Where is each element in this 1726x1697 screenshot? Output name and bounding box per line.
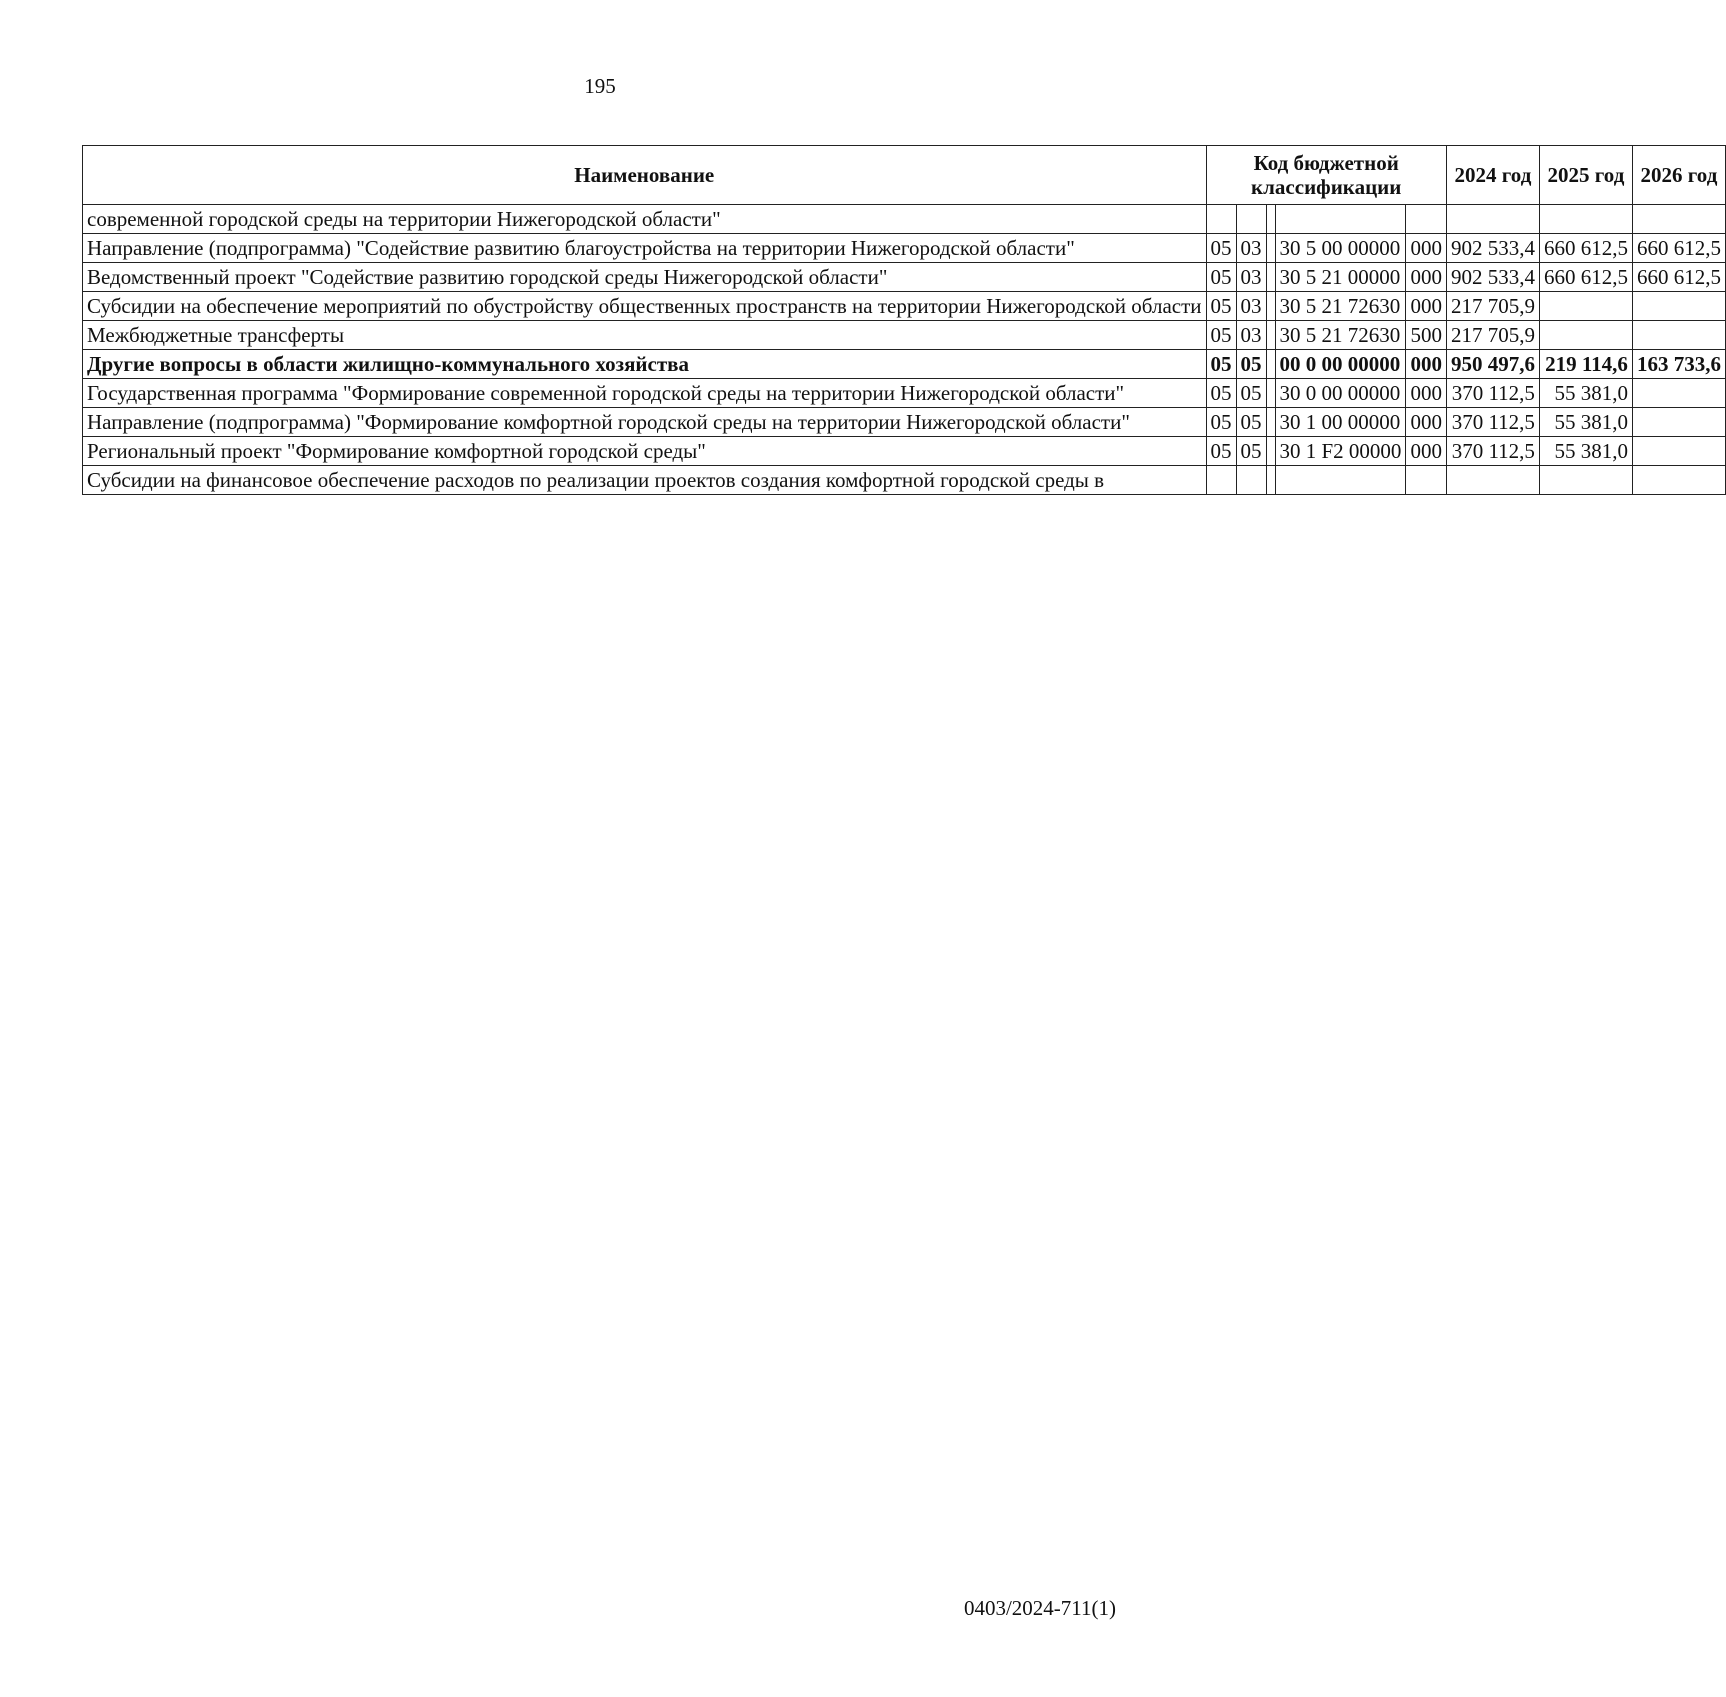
row-value-2024: 902 533,4 xyxy=(1446,234,1539,263)
table-header-row xyxy=(83,146,1726,205)
row-value-2025: 219 114,6 xyxy=(1539,350,1632,379)
row-code-subsection: 03 xyxy=(1236,234,1266,263)
row-code-expense-type xyxy=(1406,466,1447,495)
row-name: Субсидии на обеспечение мероприятий по обустройству общественных пространств на территории Нижегородской области xyxy=(83,292,1207,321)
row-value-2025: 660 612,5 xyxy=(1539,234,1632,263)
row-value-2026 xyxy=(1632,466,1725,495)
table-row xyxy=(83,321,1726,350)
row-value-2026 xyxy=(1632,379,1725,408)
row-code-expense-type: 000 xyxy=(1406,263,1447,292)
budget-table xyxy=(82,145,1726,495)
row-code-expense-type: 000 xyxy=(1406,379,1447,408)
row-name: Ведомственный проект "Содействие развитию городской среды Нижегородской области" xyxy=(83,263,1207,292)
row-code-spacer xyxy=(1266,263,1275,292)
row-name: Региональный проект "Формирование комфортной городской среды" xyxy=(83,437,1207,466)
table-row xyxy=(83,379,1726,408)
row-code-expense-type: 000 xyxy=(1406,350,1447,379)
row-value-2024: 950 497,6 xyxy=(1446,350,1539,379)
row-value-2026: 660 612,5 xyxy=(1632,263,1725,292)
row-code-subsection: 05 xyxy=(1236,437,1266,466)
row-name: Государственная программа "Формирование современной городской среды на территории Нижегородской области" xyxy=(83,379,1207,408)
row-code-subsection: 05 xyxy=(1236,408,1266,437)
row-name: Направление (подпрограмма) "Формирование комфортной городской среды на территории Нижегородской области" xyxy=(83,408,1207,437)
row-code-subsection: 03 xyxy=(1236,321,1266,350)
row-code-spacer xyxy=(1266,350,1275,379)
header-name: Наименование xyxy=(83,146,1207,205)
row-value-2025: 55 381,0 xyxy=(1539,437,1632,466)
table-row xyxy=(83,205,1726,234)
row-value-2025 xyxy=(1539,292,1632,321)
row-value-2026 xyxy=(1632,292,1725,321)
table-row xyxy=(83,350,1726,379)
row-code-spacer xyxy=(1266,408,1275,437)
header-2026: 2026 год xyxy=(1632,146,1725,205)
table-row xyxy=(83,263,1726,292)
document-code: 0403/2024-711(1) xyxy=(963,1596,1116,1620)
table-row xyxy=(83,292,1726,321)
row-code-section: 05 xyxy=(1206,350,1236,379)
row-value-2024 xyxy=(1446,466,1539,495)
row-value-2026 xyxy=(1632,321,1725,350)
row-value-2025 xyxy=(1539,321,1632,350)
row-code-spacer xyxy=(1266,205,1275,234)
table-row xyxy=(83,466,1726,495)
row-code-target xyxy=(1275,466,1406,495)
row-value-2024: 217 705,9 xyxy=(1446,292,1539,321)
row-code-section: 05 xyxy=(1206,263,1236,292)
row-value-2026: 660 612,5 xyxy=(1632,234,1725,263)
row-code-spacer xyxy=(1266,437,1275,466)
row-code-target: 30 5 21 72630 xyxy=(1275,292,1406,321)
row-code-target: 00 0 00 00000 xyxy=(1275,350,1406,379)
row-name: современной городской среды на территории Нижегородской области" xyxy=(83,205,1207,234)
row-code-target: 30 5 00 00000 xyxy=(1275,234,1406,263)
row-code-expense-type: 000 xyxy=(1406,408,1447,437)
row-value-2025: 55 381,0 xyxy=(1539,379,1632,408)
row-code-subsection: 05 xyxy=(1236,350,1266,379)
row-code-section: 05 xyxy=(1206,234,1236,263)
table-body xyxy=(83,205,1726,495)
row-code-section xyxy=(1206,205,1236,234)
row-value-2026 xyxy=(1632,437,1725,466)
row-code-spacer xyxy=(1266,234,1275,263)
row-code-target: 30 5 21 00000 xyxy=(1275,263,1406,292)
page-number: 195 xyxy=(584,74,616,98)
row-code-target: 30 5 21 72630 xyxy=(1275,321,1406,350)
header-2024: 2024 год xyxy=(1446,146,1539,205)
row-code-expense-type: 000 xyxy=(1406,437,1447,466)
row-value-2025: 660 612,5 xyxy=(1539,263,1632,292)
row-code-subsection: 03 xyxy=(1236,292,1266,321)
header-2025: 2025 год xyxy=(1539,146,1632,205)
row-value-2024: 370 112,5 xyxy=(1446,437,1539,466)
row-code-spacer xyxy=(1266,292,1275,321)
row-value-2026 xyxy=(1632,205,1725,234)
table-row xyxy=(83,408,1726,437)
row-code-spacer xyxy=(1266,466,1275,495)
row-code-section: 05 xyxy=(1206,379,1236,408)
row-value-2025: 55 381,0 xyxy=(1539,408,1632,437)
row-code-section xyxy=(1206,466,1236,495)
row-name: Субсидии на финансовое обеспечение расходов по реализации проектов создания комфортной городской среды в xyxy=(83,466,1207,495)
row-code-subsection: 05 xyxy=(1236,379,1266,408)
row-code-expense-type: 000 xyxy=(1406,292,1447,321)
row-code-expense-type: 500 xyxy=(1406,321,1447,350)
row-code-target: 30 1 F2 00000 xyxy=(1275,437,1406,466)
row-name: Направление (подпрограмма) "Содействие развитию благоустройства на территории Нижегородской области" xyxy=(83,234,1207,263)
row-name: Межбюджетные трансферты xyxy=(83,321,1207,350)
row-code-subsection: 03 xyxy=(1236,263,1266,292)
table-row xyxy=(83,234,1726,263)
row-code-subsection xyxy=(1236,466,1266,495)
header-code: Код бюджетной классификации xyxy=(1206,146,1446,205)
row-code-expense-type: 000 xyxy=(1406,234,1447,263)
row-code-subsection xyxy=(1236,205,1266,234)
row-code-spacer xyxy=(1266,379,1275,408)
row-value-2026 xyxy=(1632,408,1725,437)
row-code-target: 30 1 00 00000 xyxy=(1275,408,1406,437)
row-code-section: 05 xyxy=(1206,437,1236,466)
row-code-target: 30 0 00 00000 xyxy=(1275,379,1406,408)
row-value-2024 xyxy=(1446,205,1539,234)
row-code-target xyxy=(1275,205,1406,234)
table-row xyxy=(83,437,1726,466)
row-code-section: 05 xyxy=(1206,321,1236,350)
row-name: Другие вопросы в области жилищно-коммунального хозяйства xyxy=(83,350,1207,379)
row-code-expense-type xyxy=(1406,205,1447,234)
row-value-2025 xyxy=(1539,466,1632,495)
row-code-section: 05 xyxy=(1206,408,1236,437)
row-value-2024: 217 705,9 xyxy=(1446,321,1539,350)
row-value-2026: 163 733,6 xyxy=(1632,350,1725,379)
row-code-section: 05 xyxy=(1206,292,1236,321)
row-value-2024: 902 533,4 xyxy=(1446,263,1539,292)
row-value-2024: 370 112,5 xyxy=(1446,379,1539,408)
row-value-2025 xyxy=(1539,205,1632,234)
row-code-spacer xyxy=(1266,321,1275,350)
row-value-2024: 370 112,5 xyxy=(1446,408,1539,437)
